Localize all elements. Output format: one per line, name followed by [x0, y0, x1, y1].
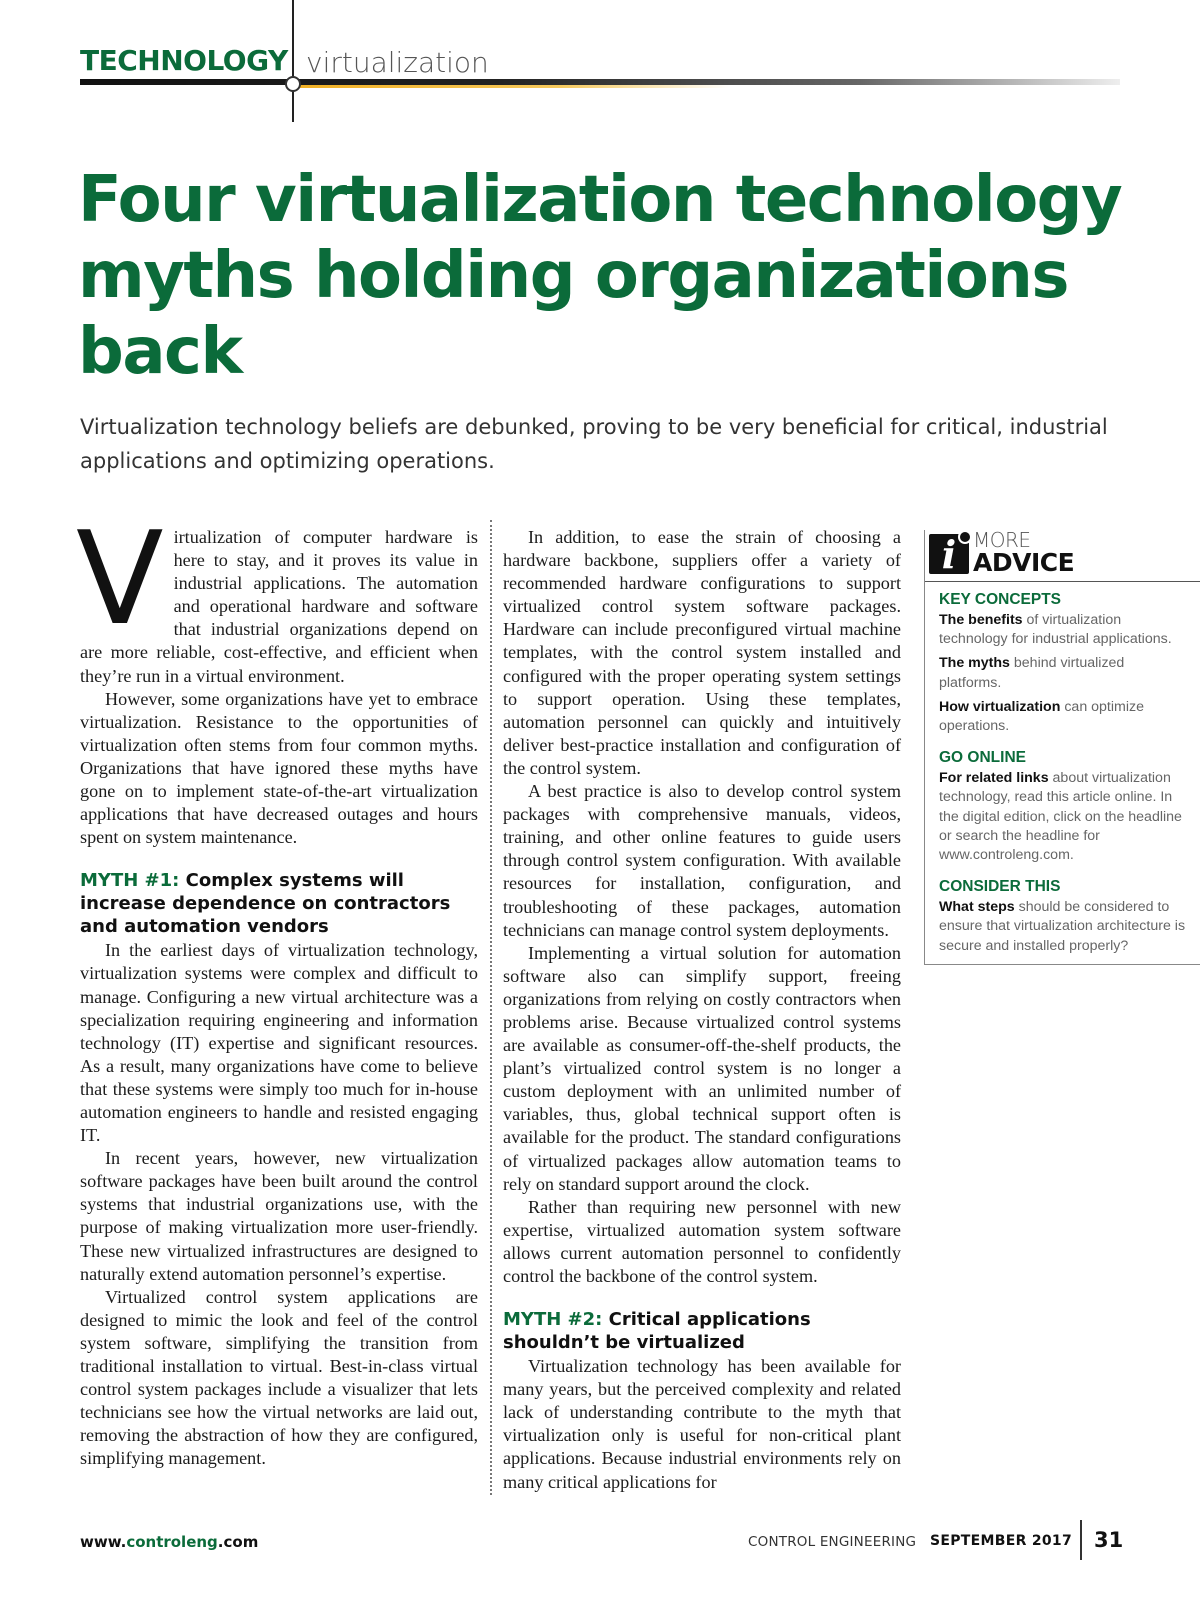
drop-cap: V: [76, 505, 164, 654]
footer-divider: [1080, 1520, 1082, 1560]
myth-1-heading: [80, 869, 478, 938]
section-label: TECHNOLOGY: [80, 44, 288, 77]
sidebar-more-label: MORE: [973, 528, 1031, 552]
headline: Four virtualization technology myths holding organizations back: [78, 163, 1122, 389]
go-online-title: GO ONLINE: [939, 749, 1026, 767]
section-rule-accent: [300, 85, 730, 88]
paragraph: Rather than requiring new personnel with new expertise, virtualized automation system software allows current automation personnel to confidently control the backbone of the control system.: [503, 1196, 901, 1286]
paragraph: In addition, to ease the strain of choosing a hardware backbone, suppliers offer a variety of recommended hardware configurations to support virtualized control system software packages. Hardware can include preconfigured virtual machine templates, with the control system installed and configured with the proper operating system settings to support operation. Using these templates, automation personnel can quickly and intuitively deliver best-practice installation and configuration of the control system.: [503, 527, 901, 778]
footer-publication: CONTROL ENGINEERING: [748, 1534, 917, 1550]
myth-2-title: Critical applications shouldn’t be virtualized: [503, 1309, 811, 1354]
info-icon: i: [929, 534, 969, 574]
section-vertical-rule: [292, 0, 294, 122]
footer-date: SEPTEMBER 2017: [930, 1533, 1073, 1549]
paragraph: In the earliest days of virtualization technology, virtualization systems were complex and difficult to manage. Configuring a new virtual architecture was a specialization requiring engineering and information technology (IT) expertise and significant resources. As a result, many organizations have come to believe that these systems were simply too much for in-house automation engineers to handle and resisted engaging IT.: [80, 940, 478, 1146]
consider-this-item: What steps should be considered to ensure that virtualization architecture is secure and installed properly?: [939, 899, 1186, 954]
column-divider: [490, 520, 492, 1495]
section-rule-dot: [285, 76, 301, 92]
deck: Virtualization technology beliefs are debunked, proving to be very beneficial for critical, industrial applications and optimizing operations.: [80, 415, 1108, 473]
paragraph: Virtualized control system applications are designed to mimic the look and feel of the control system software, simplifying the transition from traditional installation to virtual. Best-in-class virtual control system packages include a visualizer that lets technicians see how the virtual networks are laid out, removing the abstraction of how they are configured, simplifying management.: [80, 1286, 478, 1469]
paragraph: A best practice is also to develop control system packages with comprehensive manuals, videos, training, and other online features to guide users through control system configuration. With available resources for installation, configuration, and troubleshooting of these packages, automation technicians can manage control system deployments.: [503, 781, 901, 940]
go-online-item: For related links about virtualization technology, read this article online. In the digital edition, click on the headline or search the headline for www.controleng.com.: [939, 770, 1182, 864]
myth-1-title: Complex systems will increase dependence on contractors and automation vendors: [80, 870, 451, 938]
page-number: 31: [1094, 1528, 1124, 1552]
consider-this-title: CONSIDER THIS: [939, 878, 1061, 896]
key-concept-item: The benefits of virtualization technology for industrial applications.: [939, 612, 1172, 648]
section-sublabel: virtualization: [306, 46, 489, 79]
key-concept-item: How virtualization can optimize operations.: [939, 698, 1144, 735]
paragraph: Virtualization of computer hardware is here to stay, and it proves its value in industrial applications. The automation and operational hardware and software that industrial organizations depend on are more reliable, cost-effective, and efficient when they’re run in a virtual environment.: [76, 505, 478, 686]
more-advice-sidebar: [924, 530, 1200, 965]
footer-url[interactable]: www.controleng.com: [80, 1533, 259, 1551]
sidebar-header: [925, 530, 1200, 582]
myth-1-number: MYTH #1:: [80, 870, 180, 892]
article-column-left: [76, 505, 478, 1470]
key-concept-item: The myths behind virtualized platforms.: [939, 655, 1125, 691]
myth-2-heading: [503, 1308, 901, 1354]
paragraph: Implementing a virtual solution for automation software also can simplify support, freeing organizations from relying on costly contractors when problems arise. Because virtualized control systems are available as consumer-off-the-shelf products, the plant’s virtualized control system is no longer a custom deployment with an unlimited number of variables, thus, global technical support often is available for the product. The standard configurations of virtualized packages allow automation teams to rely on standard support around the clock.: [503, 942, 901, 1194]
myth-2-number: MYTH #2:: [503, 1309, 603, 1331]
sidebar-advice-label: ADVICE: [973, 548, 1075, 577]
sidebar-body: [939, 590, 1189, 961]
paragraph: In recent years, however, new virtualization software packages have been built around the control systems that industrial organizations use, with the purpose of making virtualization more user-friendly. These new virtualized infrastructures are designed to naturally extend automation personnel’s expertise.: [80, 1148, 478, 1284]
key-concepts-title: KEY CONCEPTS: [939, 591, 1062, 608]
article-column-middle: [503, 526, 901, 1494]
paragraph: Virtualization technology has been available for many years, but the perceived complexity and related lack of understanding contribute to the myth that virtualization only is useful for non-critical plant applications. Because industrial environments rely on many critical applications for: [503, 1356, 901, 1492]
paragraph: However, some organizations have yet to embrace virtualization. Resistance to the opportunities of virtualization often stems from four common myths. Organizations that have ignored these myths have gone on to implement state-of-the-art virtualization applications that have decreased outages and hours spent on system maintenance.: [80, 688, 478, 848]
